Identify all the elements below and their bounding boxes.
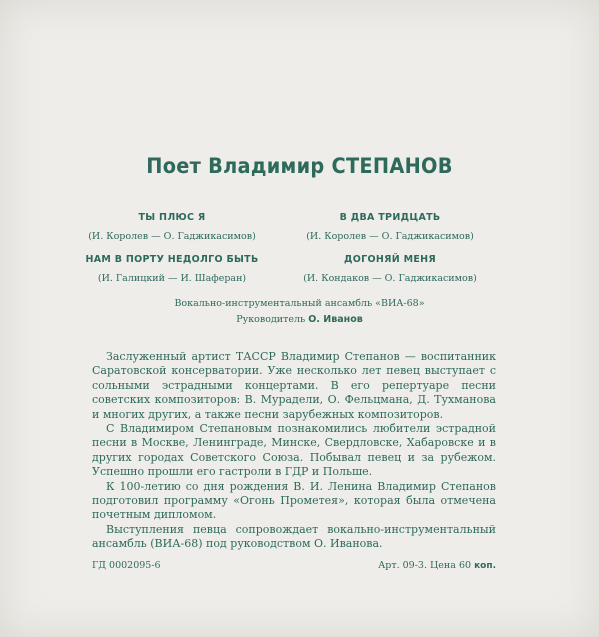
catalog-number: ГД 0002095-6 bbox=[92, 560, 161, 571]
price-text: Арт. 09-3. Цена 60 bbox=[378, 560, 472, 571]
song-2 bbox=[300, 212, 480, 242]
leader-label: Руководитель bbox=[236, 314, 306, 325]
bio-paragraph: К 100-летию со дня рождения В. И. Ленина Владимир Степанов подготовил программу «Огонь Прометея», которая была отмечена почетным дипломом. bbox=[92, 479, 496, 522]
song-4 bbox=[300, 254, 480, 284]
leader-name: О. Иванов bbox=[308, 314, 363, 325]
bio-paragraph: Заслуженный артист ТАССР Владимир Степанов — воспитанник Саратовской консерватории. Уже несколько лет певец выступает с сольными эстрадными концертами. В его репертуаре песни советских композиторов: В. Мурадели, О. Фельцмана, Д. Тухманова и многих других, а также песни зарубежных композиторов. bbox=[92, 350, 496, 421]
song-1 bbox=[82, 212, 262, 242]
page-title: Поет Владимир СТЕПАНОВ bbox=[146, 154, 453, 178]
song-authors: (И. Королев — О. Гаджикасимов) bbox=[306, 231, 474, 242]
price-unit: коп. bbox=[474, 561, 496, 571]
song-title: ДОГОНЯЙ МЕНЯ bbox=[344, 254, 436, 265]
song-authors: (И. Галицкий — И. Шаферан) bbox=[97, 273, 247, 284]
song-authors: (И. Кондаков — О. Гаджикасимов) bbox=[303, 273, 477, 284]
song-title: ТЫ ПЛЮС Я bbox=[138, 212, 206, 223]
song-title: НАМ В ПОРТУ НЕДОЛГО БЫТЬ bbox=[85, 254, 259, 265]
bio-paragraph: Выступления певца сопровождает вокально-инструментальный ансамбль (ВИА-68) под руководством О. Иванова. bbox=[92, 522, 496, 551]
bio-paragraph: С Владимиром Степановым познакомились любители эстрадной песни в Москве, Ленинграде, Минске, Свердловске, Хабаровске и в других городах Советского Союза. Побывал певец и за рубежом. Успешно прошли его гастроли в ГДР и Польше. bbox=[92, 422, 496, 479]
price-line bbox=[378, 560, 496, 571]
ensemble-name: Вокально-инструментальный ансамбль «ВИА-68» bbox=[174, 298, 425, 309]
biography-text bbox=[92, 350, 496, 552]
ensemble-leader bbox=[0, 314, 599, 325]
song-3 bbox=[82, 254, 262, 284]
song-authors: (И. Королев — О. Гаджикасимов) bbox=[88, 231, 256, 242]
song-title: В ДВА ТРИДЦАТЬ bbox=[339, 212, 441, 223]
